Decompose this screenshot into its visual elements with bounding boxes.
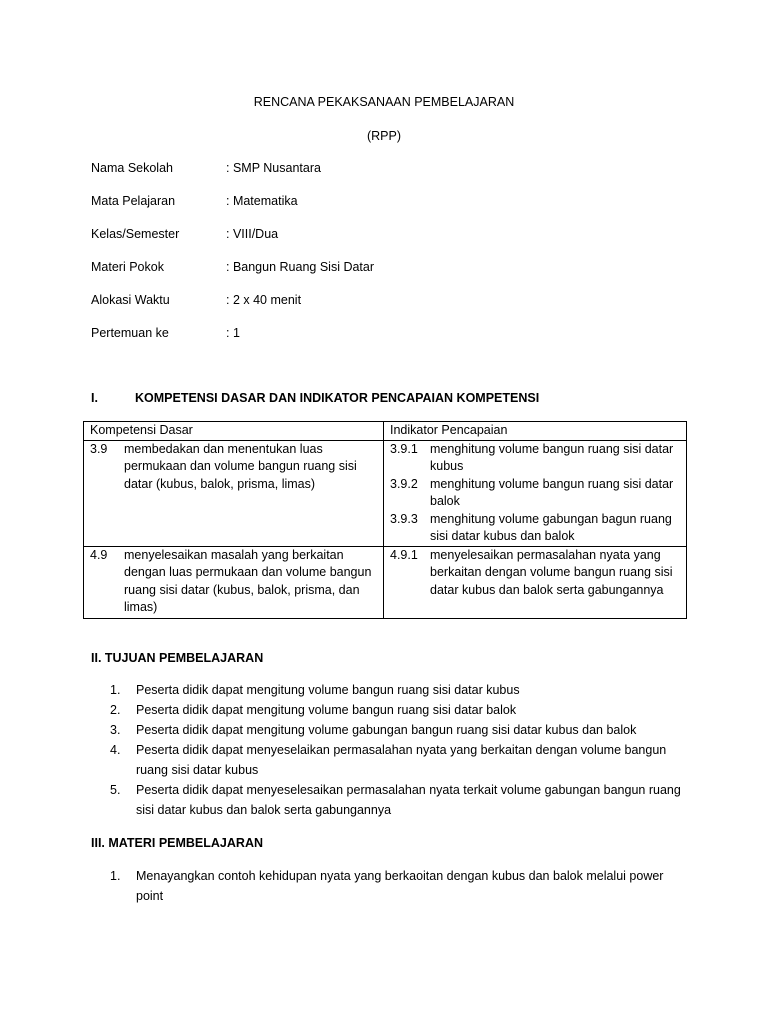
kd-text: menyelesaikan masalah yang berkaitan dengan luas permukaan dan volume bangun ruang sisi datar (kubus, balok, prisma, dan limas) [124,547,372,614]
section-title: II. TUJUAN PEMBELAJARAN [91,651,264,665]
info-value: : Bangun Ruang Sisi Datar [226,260,375,274]
kd-item [90,441,377,494]
info-label: Mata Pelajaran [91,194,176,208]
indicator-item [390,547,680,600]
indicator-number: 3.9.2 [390,476,418,491]
list-text: Menayangkan contoh kehidupan nyata yang berkaoitan dengan kubus dan balok melalui power point [136,869,664,903]
info-value: : 2 x 40 menit [226,293,302,307]
list-text: Peserta didik dapat mengitung volume gabungan bangun ruang sisi datar kubus dan balok [136,723,637,737]
list-item [110,740,690,780]
list-item [110,700,690,720]
info-value: : VIII/Dua [226,227,279,241]
indicator-text: menghitung volume bangun ruang sisi datar balok [430,476,674,508]
table-header-cell: Kompetensi Dasar [84,422,384,441]
list-item [110,780,690,820]
list-text: Peserta didik dapat mengitung volume bangun ruang sisi datar balok [136,703,517,717]
indicator-item [390,511,680,546]
kd-text: membedakan dan menentukan luas permukaan dan volume bangun ruang sisi datar (kubus, balok, prisma, limas) [124,441,357,491]
objectives-list [110,680,690,820]
indicator-item [390,476,680,511]
indicator-text: menghitung volume bangun ruang sisi datar kubus [430,441,674,473]
document-subtitle: (RPP) [366,129,402,143]
list-number: 1. [110,683,121,697]
list-number: 1. [110,869,121,883]
info-value: : Matematika [226,194,298,208]
info-label: Alokasi Waktu [91,293,170,307]
section-title: III. MATERI PEMBELAJARAN [91,836,263,850]
list-text: Peserta didik dapat mengitung volume bangun ruang sisi datar kubus [136,683,520,697]
table-cell [84,440,384,546]
info-label: Materi Pokok [91,260,164,274]
list-item [110,680,690,700]
table-cell [84,546,384,618]
kd-number: 4.9 [90,547,108,562]
info-label: Kelas/Semester [91,227,180,241]
indicator-number: 4.9.1 [390,547,418,562]
table-cell [384,546,687,618]
list-number: 5. [110,783,121,797]
indicator-text: menyelesaikan permasalahan nyata yang berkaitan dengan volume bangun ruang sisi datar kubus dan balok serta gabungannya [430,547,673,597]
indicator-text: menghitung volume gabungan bagun ruang sisi datar kubus dan balok [430,511,672,543]
info-value: : SMP Nusantara [226,161,321,175]
table-row [84,546,687,618]
kd-number: 3.9 [90,441,108,456]
list-number: 3. [110,723,121,737]
info-label: Nama Sekolah [91,161,173,175]
table-header-cell: Indikator Pencapaian [384,422,687,441]
info-label: Pertemuan ke [91,326,169,340]
section-title: KOMPETENSI DASAR DAN INDIKATOR PENCAPAIAN KOMPETENSI [135,391,540,405]
list-text: Peserta didik dapat menyeselaikan permasalahan nyata yang berkaitan dengan volume bangun ruang sisi datar kubus [136,743,667,777]
kd-item [90,547,377,617]
table-row [84,440,687,546]
indicator-item [390,441,680,476]
section-number: I. [91,391,98,405]
list-number: 2. [110,703,121,717]
competency-table [83,421,687,619]
indicator-number: 3.9.1 [390,441,418,456]
info-value: : 1 [226,326,240,340]
list-text: Peserta didik dapat menyeselesaikan permasalahan nyata terkait volume gabungan bangun ruang sisi datar kubus dan balok serta gabungannya [136,783,681,817]
indicator-number: 3.9.3 [390,511,418,526]
table-cell [384,440,687,546]
document-title: RENCANA PEKAKSANAAN PEMBELAJARAN [253,95,515,109]
table-header-row [84,422,687,441]
materials-list [110,866,690,906]
list-item [110,720,690,740]
list-item [110,866,690,906]
list-number: 4. [110,743,121,757]
